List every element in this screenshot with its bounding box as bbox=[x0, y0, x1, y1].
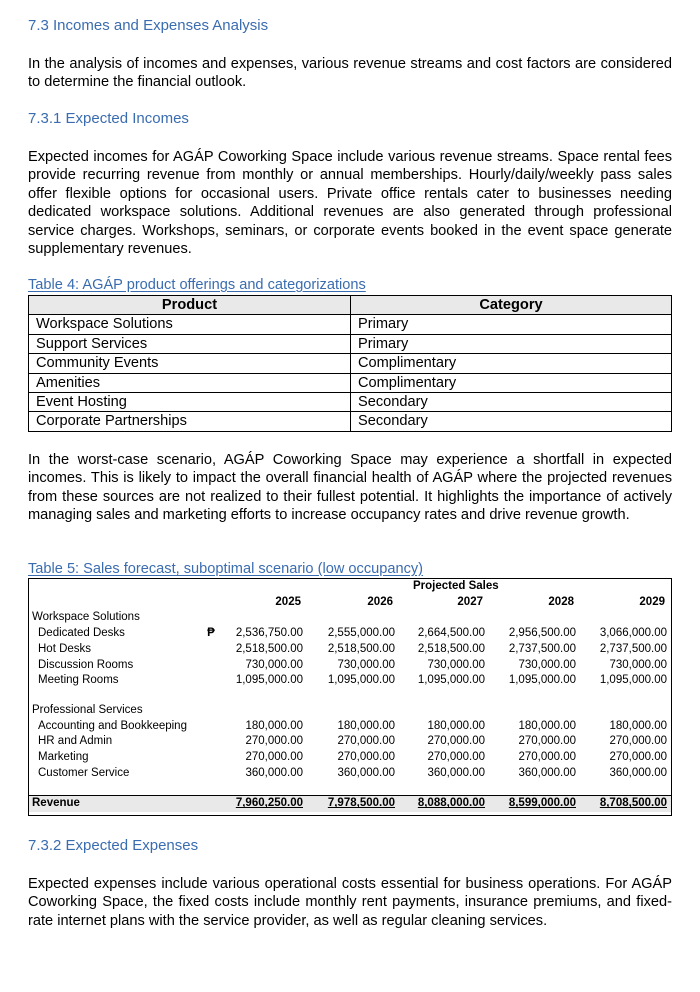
value-cell: 730,000.00 bbox=[609, 658, 667, 671]
row-label: Dedicated Desks bbox=[38, 627, 125, 640]
value-cell: 270,000.00 bbox=[337, 735, 395, 748]
row-label: Meeting Rooms bbox=[38, 674, 119, 687]
value-cell: 2,518,500.00 bbox=[327, 642, 395, 655]
year-header: 2026 bbox=[367, 595, 393, 608]
value-cell: 360,000.00 bbox=[518, 766, 576, 779]
value-cell: 3,066,000.00 bbox=[599, 627, 667, 640]
blank-cell bbox=[29, 579, 201, 595]
value-cell: 270,000.00 bbox=[427, 735, 485, 748]
incomes-paragraph: Expected incomes for AGÁP Coworking Space include various revenue streams. Space rental fees provide recurring revenue from monthly or annual memberships. Hourly/daily/weekly pass sales offer flexible options for occasional users. Private office rentals cater to businesses needing dedicated workspace solutions. Additional revenues are also generated through professional service charges. Workshops, seminars, or corporate events booked in the event space generate supplementary revenues. bbox=[28, 149, 672, 258]
value-cell: 730,000.00 bbox=[427, 658, 485, 671]
year-header-row bbox=[29, 595, 671, 611]
revenue-value: 7,978,500.00 bbox=[307, 796, 399, 812]
product-cell: Amenities bbox=[29, 373, 351, 392]
table-row bbox=[29, 393, 672, 412]
value-cell: 2,555,000.00 bbox=[327, 627, 395, 640]
value-cell: 180,000.00 bbox=[518, 719, 576, 732]
currency-symbol bbox=[201, 658, 221, 674]
group-header-row bbox=[29, 579, 671, 595]
col-header-category: Category bbox=[351, 296, 672, 315]
product-cell: Event Hosting bbox=[29, 393, 351, 412]
expenses-paragraph: Expected expenses include various operational costs essential for business operations. For AGÁP Coworking Space, the fixed costs include monthly rent payments, insurance premiums, and fixed-rate internet plans with the service provider, as well as regular cleaning services. bbox=[28, 876, 672, 929]
value-cell: 360,000.00 bbox=[427, 766, 485, 779]
revenue-value: 8,088,000.00 bbox=[399, 796, 489, 812]
value-cell: 2,518,500.00 bbox=[235, 642, 303, 655]
category-cell: Secondary bbox=[351, 412, 672, 431]
product-cell: Corporate Partnerships bbox=[29, 412, 351, 431]
year-header: 2027 bbox=[457, 595, 483, 608]
incomes-heading: 7.3.1 Expected Incomes bbox=[28, 110, 189, 127]
blank-cell bbox=[201, 796, 221, 812]
value-cell: 2,664,500.00 bbox=[417, 627, 485, 640]
value-cell: 360,000.00 bbox=[337, 766, 395, 779]
product-cell: Workspace Solutions bbox=[29, 315, 351, 334]
value-cell: 270,000.00 bbox=[518, 735, 576, 748]
table-row bbox=[29, 673, 671, 689]
projected-sales-header: Projected Sales bbox=[413, 580, 499, 592]
revenue-value: 7,960,250.00 bbox=[221, 796, 307, 812]
value-cell: 270,000.00 bbox=[245, 735, 303, 748]
revenue-value: 8,708,500.00 bbox=[580, 796, 671, 812]
currency-symbol bbox=[201, 766, 221, 782]
value-cell: 360,000.00 bbox=[245, 766, 303, 779]
blank-cell bbox=[201, 579, 221, 595]
currency-symbol bbox=[201, 750, 221, 766]
product-table bbox=[28, 295, 672, 432]
sales-forecast-table bbox=[29, 579, 671, 812]
row-label: Discussion Rooms bbox=[38, 658, 134, 671]
year-header: 2025 bbox=[275, 595, 301, 608]
table5-caption: Table 5: Sales forecast, suboptimal scenario (low occupancy) bbox=[28, 561, 424, 577]
value-cell: 1,095,000.00 bbox=[327, 674, 395, 687]
spacer-row bbox=[29, 689, 671, 703]
value-cell: 1,095,000.00 bbox=[417, 674, 485, 687]
value-cell: 1,095,000.00 bbox=[235, 674, 303, 687]
sales-forecast-table-frame bbox=[28, 578, 672, 816]
product-cell: Community Events bbox=[29, 354, 351, 373]
value-cell: 180,000.00 bbox=[609, 719, 667, 732]
value-cell: 360,000.00 bbox=[609, 766, 667, 779]
value-cell: 270,000.00 bbox=[518, 751, 576, 764]
value-cell: 270,000.00 bbox=[245, 751, 303, 764]
revenue-value: 8,599,000.00 bbox=[489, 796, 580, 812]
value-cell: 270,000.00 bbox=[609, 735, 667, 748]
row-label: Marketing bbox=[38, 751, 89, 764]
category-cell: Secondary bbox=[351, 393, 672, 412]
currency-symbol bbox=[201, 734, 221, 750]
blank-cell bbox=[29, 595, 201, 611]
section-label: Professional Services bbox=[32, 703, 143, 716]
currency-symbol bbox=[201, 673, 221, 689]
value-cell: 730,000.00 bbox=[337, 658, 395, 671]
value-cell: 730,000.00 bbox=[518, 658, 576, 671]
value-cell: 180,000.00 bbox=[245, 719, 303, 732]
currency-symbol: ₱ bbox=[207, 627, 215, 640]
value-cell: 270,000.00 bbox=[427, 751, 485, 764]
value-cell: 2,956,500.00 bbox=[508, 627, 576, 640]
value-cell: 1,095,000.00 bbox=[508, 674, 576, 687]
spacer-cell bbox=[29, 689, 671, 703]
category-cell: Complimentary bbox=[351, 354, 672, 373]
value-cell: 270,000.00 bbox=[337, 751, 395, 764]
table-row bbox=[29, 642, 671, 658]
row-label: Hot Desks bbox=[38, 642, 92, 655]
value-cell: 2,737,500.00 bbox=[508, 642, 576, 655]
table-row bbox=[29, 750, 671, 766]
table4-caption: Table 4: AGÁP product offerings and categorizations bbox=[28, 277, 366, 293]
table-row bbox=[29, 658, 671, 674]
table-row bbox=[29, 412, 672, 431]
value-cell: 180,000.00 bbox=[337, 719, 395, 732]
table-row bbox=[29, 354, 672, 373]
value-cell: 1,095,000.00 bbox=[599, 674, 667, 687]
spacer-row bbox=[29, 781, 671, 796]
table-row bbox=[29, 626, 671, 642]
value-cell: 2,536,750.00 bbox=[235, 627, 303, 640]
expenses-heading: 7.3.2 Expected Expenses bbox=[28, 837, 199, 854]
col-header-product: Product bbox=[29, 296, 351, 315]
table-header-row bbox=[29, 296, 672, 315]
revenue-row bbox=[29, 796, 671, 812]
spacer-cell bbox=[29, 781, 671, 796]
section-row bbox=[29, 703, 671, 719]
table-row bbox=[29, 334, 672, 353]
table-row bbox=[29, 719, 671, 735]
currency-symbol bbox=[201, 719, 221, 735]
value-cell: 2,737,500.00 bbox=[599, 642, 667, 655]
table-row bbox=[29, 734, 671, 750]
category-cell: Primary bbox=[351, 315, 672, 334]
year-header: 2028 bbox=[548, 595, 574, 608]
category-cell: Primary bbox=[351, 334, 672, 353]
revenue-label: Revenue bbox=[29, 796, 201, 812]
section-heading: 7.3 Incomes and Expenses Analysis bbox=[28, 17, 269, 34]
value-cell: 2,518,500.00 bbox=[417, 642, 485, 655]
row-label: Customer Service bbox=[38, 766, 130, 779]
category-cell: Complimentary bbox=[351, 373, 672, 392]
worst-case-paragraph: In the worst-case scenario, AGÁP Coworking Space may experience a shortfall in expected incomes. This is likely to impact the overall financial health of AGÁP where the projected revenues from these sources are not realized to their fullest potential. It highlights the importance of actively managing sales and marketing efforts to increase occupancy rates and drive revenue growth. bbox=[28, 452, 672, 524]
value-cell: 180,000.00 bbox=[427, 719, 485, 732]
blank-cell bbox=[201, 595, 221, 611]
year-header: 2029 bbox=[639, 595, 665, 608]
currency-symbol bbox=[201, 642, 221, 658]
value-cell: 730,000.00 bbox=[245, 658, 303, 671]
section-intro: In the analysis of incomes and expenses, various revenue streams and cost factors are considered to determine the financial outlook. bbox=[28, 56, 672, 91]
product-cell: Support Services bbox=[29, 334, 351, 353]
row-label: Accounting and Bookkeeping bbox=[38, 719, 187, 732]
table-row bbox=[29, 373, 672, 392]
value-cell: 270,000.00 bbox=[609, 751, 667, 764]
section-label: Workspace Solutions bbox=[32, 611, 140, 624]
table-row bbox=[29, 315, 672, 334]
section-row bbox=[29, 610, 671, 626]
row-label: HR and Admin bbox=[38, 735, 113, 748]
table-row bbox=[29, 766, 671, 782]
